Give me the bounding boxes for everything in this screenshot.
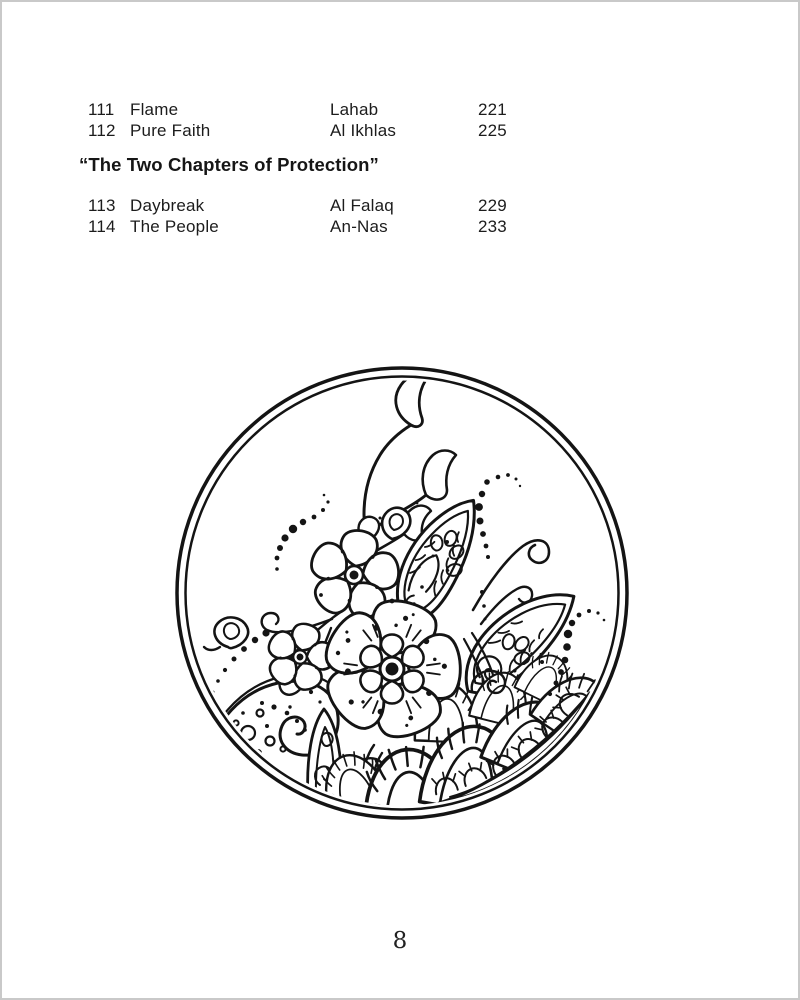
- toc-table-lower: [88, 195, 538, 237]
- toc-number: 112: [88, 121, 116, 140]
- table-row: [88, 195, 538, 216]
- toc-number: 114: [88, 217, 116, 236]
- toc-transliteration: Al Falaq: [330, 196, 394, 215]
- section-heading: “The Two Chapters of Protection”: [79, 154, 379, 175]
- toc-table-upper: [88, 99, 538, 141]
- page-number: 8: [392, 928, 408, 954]
- toc-page: 225: [478, 121, 507, 140]
- table-row: [88, 120, 538, 141]
- table-row: [88, 216, 538, 237]
- toc-page: 229: [478, 196, 507, 215]
- toc-transliteration: Lahab: [330, 100, 379, 119]
- toc-page: 233: [478, 217, 507, 236]
- toc-transliteration: An-Nas: [330, 217, 388, 236]
- toc-number: 113: [88, 196, 116, 215]
- toc-title: The People: [130, 217, 219, 236]
- toc-title: Pure Faith: [130, 121, 211, 140]
- toc-title: Daybreak: [130, 196, 205, 215]
- toc-page: 221: [478, 100, 507, 119]
- toc-transliteration: Al Ikhlas: [330, 121, 397, 140]
- toc-title: Flame: [130, 100, 179, 119]
- mandala-illustration: [170, 361, 634, 825]
- toc-number: 111: [88, 100, 115, 119]
- table-row: [88, 99, 538, 120]
